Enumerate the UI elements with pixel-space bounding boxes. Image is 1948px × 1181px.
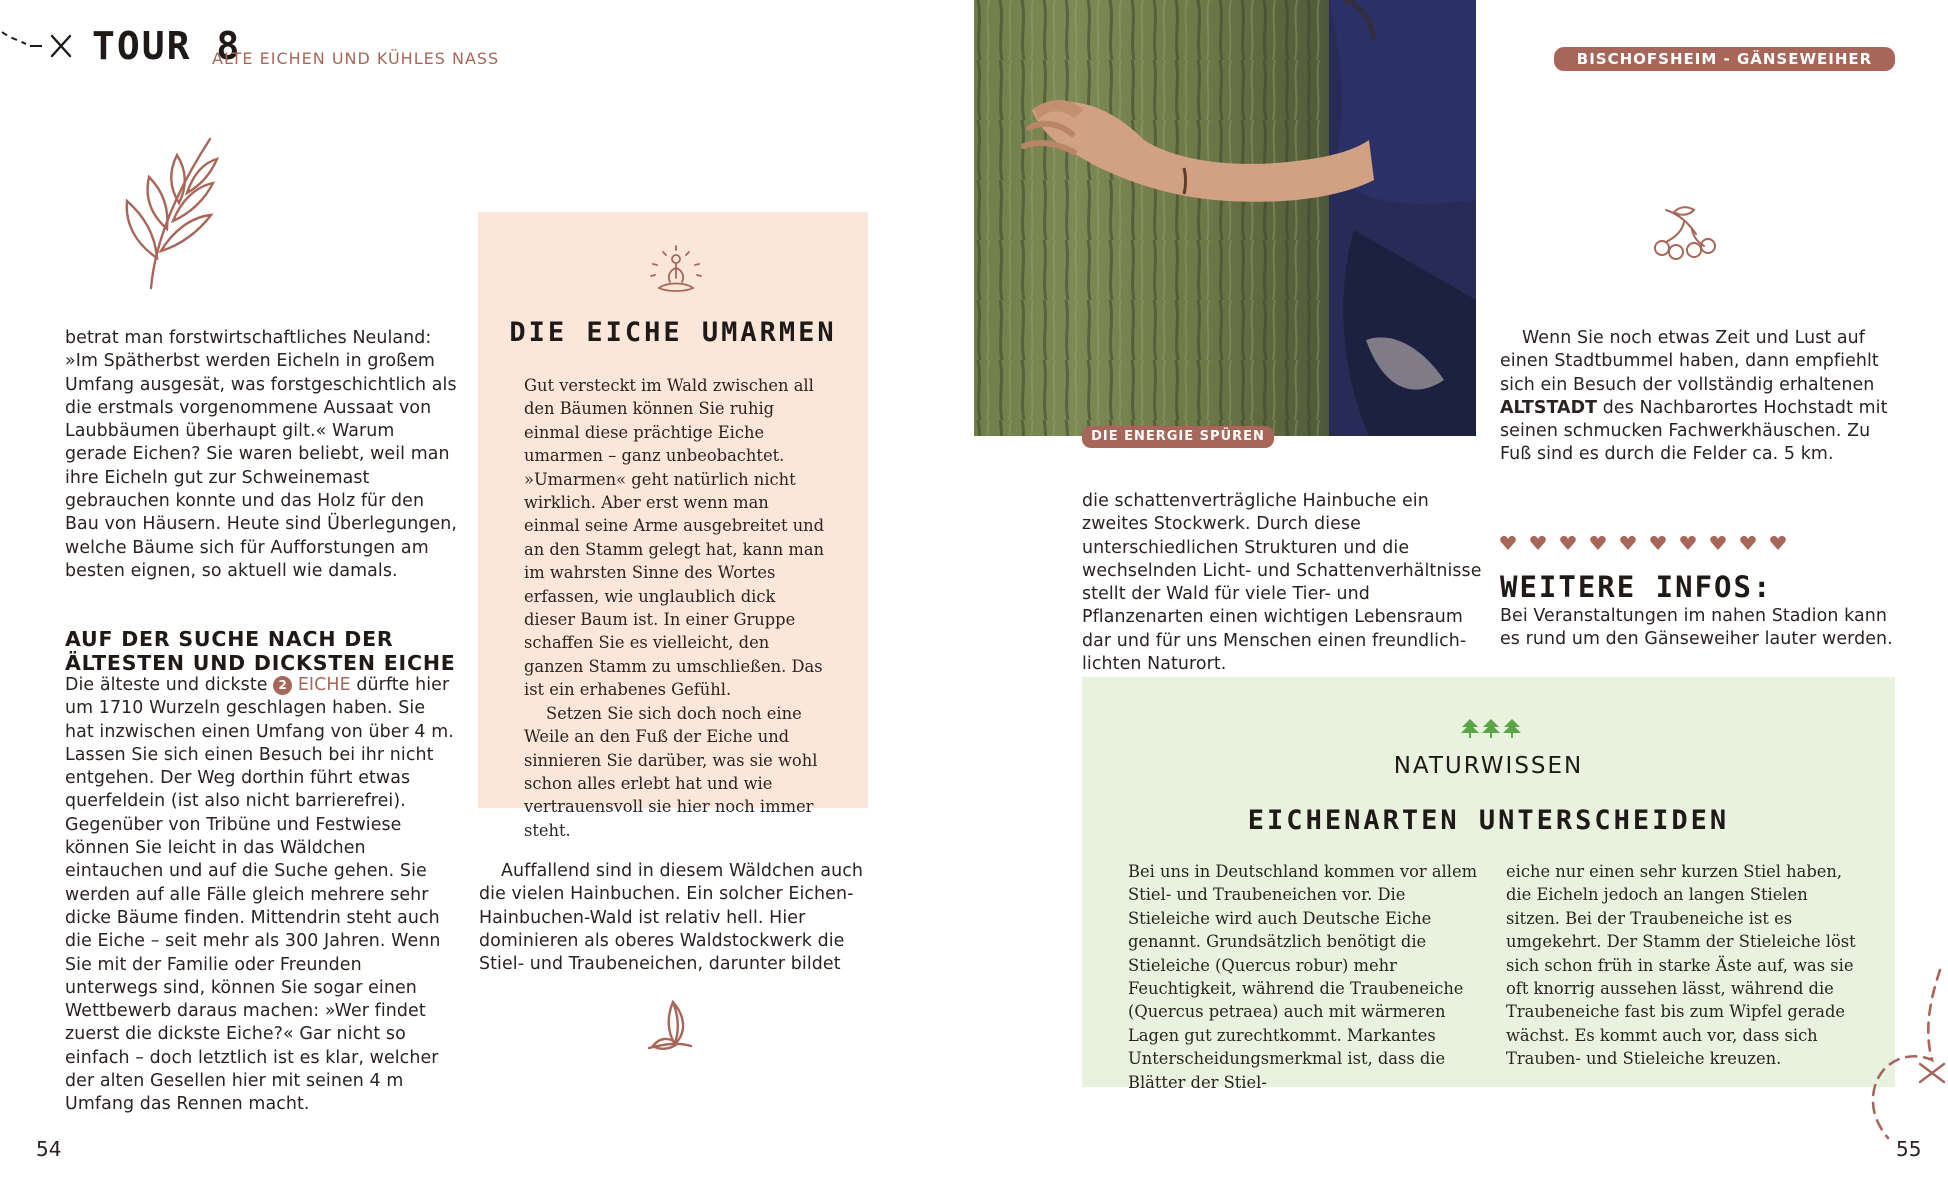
- route-cross-icon: [0, 24, 80, 64]
- leaf-branch-icon: [115, 133, 225, 293]
- trees-icon: [1460, 717, 1522, 739]
- poi-number-badge: 2: [273, 676, 292, 695]
- meditation-icon: [643, 244, 709, 302]
- left-intro-text: betrat man forstwirtschaftliches Neuland: »Im Spätherbst werden Eicheln in großem Umfang ausgesät, was forstgeschichtlich als die erstmals vorgenommene Aussaat von Laubbäumen überhaupt gilt.« Warum gerade Eichen? Sie waren beliebt, weil man ihre Eicheln gut zur Schweinemast gebrauchen konnte und das Holz für den Bau von Häusern. Heute sind Überlegungen, welche Bäume sich für Aufforstungen am besten eignen, so aktuell wie damals.: [65, 328, 458, 581]
- naturwissen-kicker: NATURWISSEN: [1393, 753, 1584, 779]
- naturwissen-col-2: eiche nur einen sehr kurzen Stiel haben, die Eicheln jedoch an langen Stielen sitzen. Bei der Traubeneiche ist es umgekehrt. Der Stamm der Stieleiche löst sich schon früh in starke Äste auf, was sie oft knorrig aussehen lässt, während die Traubeneiche fast bis zum Wipfel gerade wächst. Es kommt auch vor, dass sich Trauben- und Stieleiche kreuzen.: [1506, 862, 1856, 1069]
- poi-label-eiche: EICHE: [297, 675, 351, 695]
- photo-caption: DIE ENERGIE SPÜREN: [1082, 426, 1274, 448]
- box-umarmen-text: Gut versteckt im Wald zwischen all den Bäumen können Sie ruhig einmal diese prächtige Eiche umarmen – ganz unbeobachtet. »Umarmen« geht natürlich nicht wirklich. Aber erst wenn man einmal seine Arme ausgebreitet und an den Stamm gelegt hat, kann man im wahrsten Sinne des Wortes erfassen, wie unglaublich dick dieser Baum ist. In einer Gruppe schaffen Sie es vielleicht, den ganzen Stamm zu umschließen. Das ist ein erhabenes Gefühl. Setzen Sie sich doch noch eine Weile an den Fuß der Eiche und sinnieren Sie darüber, was sie wohl schon alles erlebt hat und wie vertrauensvoll sie hier noch immer steht.: [524, 376, 825, 840]
- page-number-right: 55: [1896, 1137, 1922, 1161]
- route-dash-icon: [1840, 960, 1948, 1140]
- berries-icon: [1644, 204, 1724, 264]
- section-text-after: dürfte hier um 1710 Wurzeln geschlagen haben. Sie hat inzwischen einen Umfang von über 4 m. Lassen Sie sich einen Besuch bei ihr nicht entgehen. Der Weg dorthin führt etwas querfeldein (ist also nicht barrierefrei). Gegenüber von Tribüne und Festwiese können Sie leicht in das Wäldchen eintauchen und auf die Suche gehen. Sie werden auf alle Fälle gleich mehrere sehr dicke Bäume finden. Mittendrin steht auch die Eiche – seit mehr als 300 Jahren. Wenn Sie mit der Familie oder Freunden unterwegs sind, können Sie sogar einen Wettbewerb daraus machen: »Wer findet zuerst die dickste Eiche?« Gar nicht so einfach – doch letztlich ist es klar, welcher der alten Gesellen hier mit seinen 4 m Umfang das Rennen macht.: [65, 675, 454, 1115]
- right-tip-text: [1500, 327, 1900, 467]
- tip-text-before: Wenn Sie noch etwas Zeit und Lust auf einen Stadtbummel haben, dann empfiehlt sich ein Besuch der vollständig erhaltenen: [1500, 328, 1879, 395]
- naturwissen-col-1: Bei uns in Deutschland kommen vor allem Stiel- und Traubeneichen vor. Die Stieleiche wird auch Deutsche Eiche genannt. Grundsätzlich benötigt die Stieleiche (Quercus robur) mehr Feuchtigkeit, während die Traubeneiche (Quercus petraea) auch mit wärmeren Lagen gut zurechtkommt. Markantes Unterscheidungsmerkmal ist, dass die Blätter der Stiel-: [1128, 862, 1478, 1092]
- small-leaf-icon: [641, 996, 703, 1056]
- left-section-text: [65, 674, 458, 1117]
- page-number-left: 54: [36, 1137, 62, 1161]
- tour-label: TOUR 8: [92, 24, 242, 68]
- heart-row-icon: [1498, 534, 1790, 554]
- section-text-before: Die älteste und dickste: [65, 675, 268, 695]
- box-umarmen-title: DIE EICHE UMARMEN: [509, 317, 837, 348]
- section-heading-oldest-oak: AUF DER SUCHE NACH DER ÄLTESTEN UND DICKSTEN EICHE: [65, 627, 456, 675]
- tip-altstadt: ALTSTADT: [1500, 397, 1598, 418]
- location-badge: BISCHOFSHEIM - GÄNSEWEIHER: [1554, 47, 1895, 71]
- right-middle-column-text: die schattenverträgliche Hainbuche ein zweites Stockwerk. Durch diese unterschiedlichen Strukturen und die wechselnden Licht- und Schattenverhältnisse stellt der Wald für viele Tier- und Pflanzenarten einen wichtigen Lebensraum dar und für uns Menschen einen freundlich-lichten Naturort.: [1082, 491, 1482, 675]
- tip-text-after: des Nachbarortes Hochstadt mit seinen schmucken Fachwerkhäuschen. Zu Fuß sind es durch die Felder ca. 5 km.: [1500, 397, 1888, 465]
- photo-tree-hug: [974, 0, 1476, 436]
- weitere-infos-text: Bei Veranstaltungen im nahen Stadion kann es rund um den Gänseweiher lauter werden.: [1500, 606, 1893, 650]
- tour-subtitle: ALTE EICHEN UND KÜHLES NASS: [212, 49, 500, 68]
- weitere-infos-heading: WEITERE INFOS:: [1500, 570, 1773, 604]
- middle-column-text: Auffallend sind in diesem Wäldchen auch die vielen Hainbuchen. Ein solcher Eichen-Hainbuchen-Wald ist relativ hell. Hier dominieren als oberes Waldstockwerk die Stiel- und Traubeneichen, darunter bildet: [479, 861, 864, 975]
- naturwissen-title: EICHENARTEN UNTERSCHEIDEN: [1247, 805, 1730, 836]
